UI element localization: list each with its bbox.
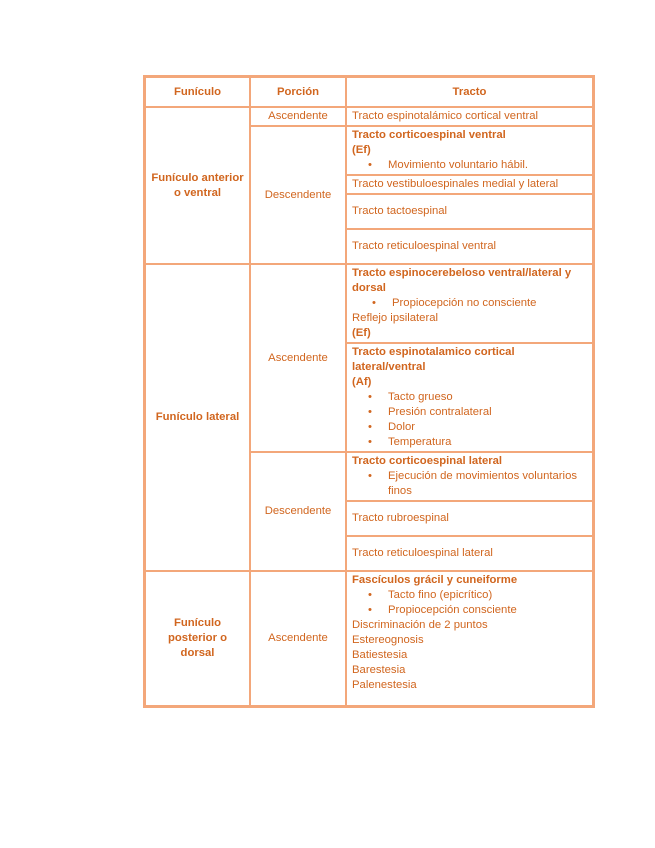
- list-item: • Tacto grueso: [388, 390, 587, 405]
- tracto-subtitle: (Ef): [352, 144, 371, 156]
- text-line: Discriminación de 2 puntos: [352, 619, 488, 631]
- funiculo-anterior: Funículo anterior o ventral: [145, 107, 250, 264]
- list-item: • Propiocepción consciente: [388, 603, 587, 618]
- tracto-title: Fascículos grácil y cuneiforme: [352, 574, 518, 586]
- tracto-title: Tracto corticoespinal lateral: [352, 455, 503, 467]
- tracto-fasciculos: [346, 571, 593, 706]
- tracto-reticuloespinal-ventral: Tracto reticuloespinal ventral: [346, 229, 593, 264]
- list-item: • Temperatura: [388, 435, 587, 450]
- text-line: Estereognosis: [352, 634, 424, 646]
- porcion-descendente: Descendente: [250, 452, 346, 571]
- bullet-list: [352, 588, 587, 618]
- porcion-descendente: Descendente: [250, 126, 346, 264]
- header-porcion: Porción: [250, 77, 346, 107]
- header-tracto: Tracto: [346, 77, 593, 107]
- tracto-title: Tracto espinotalamico cortical lateral/ventral: [352, 346, 515, 373]
- tracto-subtitle: (Af): [352, 376, 372, 388]
- tracto-subtitle: (Ef): [352, 327, 371, 339]
- funiculo-posterior: Funículo posterior o dorsal: [145, 571, 250, 706]
- tracto-corticoespinal-ventral: [346, 126, 593, 175]
- table-row: [145, 571, 593, 706]
- list-item: • Ejecución de movimientos voluntarios finos: [388, 469, 587, 499]
- table-row: [145, 264, 593, 343]
- list-item: • Presión contralateral: [388, 405, 587, 420]
- list-item: • Propiocepción no consciente: [392, 296, 587, 311]
- table-row: [145, 107, 593, 126]
- tracto-title: Tracto corticoespinal ventral: [352, 129, 506, 141]
- tracto-note: Reflejo ipsilateral: [352, 312, 439, 324]
- header-funiculo: Funículo: [145, 77, 250, 107]
- tracto-espinocerebeloso: [346, 264, 593, 343]
- tracto-reticuloespinal-lateral: Tracto reticuloespinal lateral: [346, 536, 593, 571]
- text-line: Palenestesia: [352, 679, 417, 691]
- porcion-ascendente: Ascendente: [250, 264, 346, 452]
- bullet-list: [352, 296, 587, 311]
- tracto-tactoespinal: Tracto tactoespinal: [346, 194, 593, 229]
- bullet-list: [352, 390, 587, 450]
- tracto-vestibuloespinales: Tracto vestibuloespinales medial y lateral: [346, 175, 593, 194]
- text-line: Batiestesia: [352, 649, 408, 661]
- funiculo-lateral: Funículo lateral: [145, 264, 250, 571]
- tracto-corticoespinal-lateral: [346, 452, 593, 501]
- funiculos-table: [143, 75, 595, 708]
- header-row: [145, 77, 593, 107]
- list-item: • Movimiento voluntario hábil.: [388, 158, 587, 173]
- porcion-ascendente: Ascendente: [250, 107, 346, 126]
- tracto-rubroespinal: Tracto rubroespinal: [346, 501, 593, 536]
- porcion-ascendente: Ascendente: [250, 571, 346, 706]
- bullet-list: [352, 158, 587, 173]
- tracto-espinotalamico-ventral: Tracto espinotalámico cortical ventral: [346, 107, 593, 126]
- tracto-title: Tracto espinocerebeloso ventral/lateral y dorsal: [352, 267, 572, 294]
- tracto-espinotalamico-lateral: [346, 343, 593, 452]
- list-item: • Tacto fino (epicrítico): [388, 588, 587, 603]
- list-item: • Dolor: [388, 420, 587, 435]
- text-line: Barestesia: [352, 664, 406, 676]
- bullet-list: [352, 469, 587, 499]
